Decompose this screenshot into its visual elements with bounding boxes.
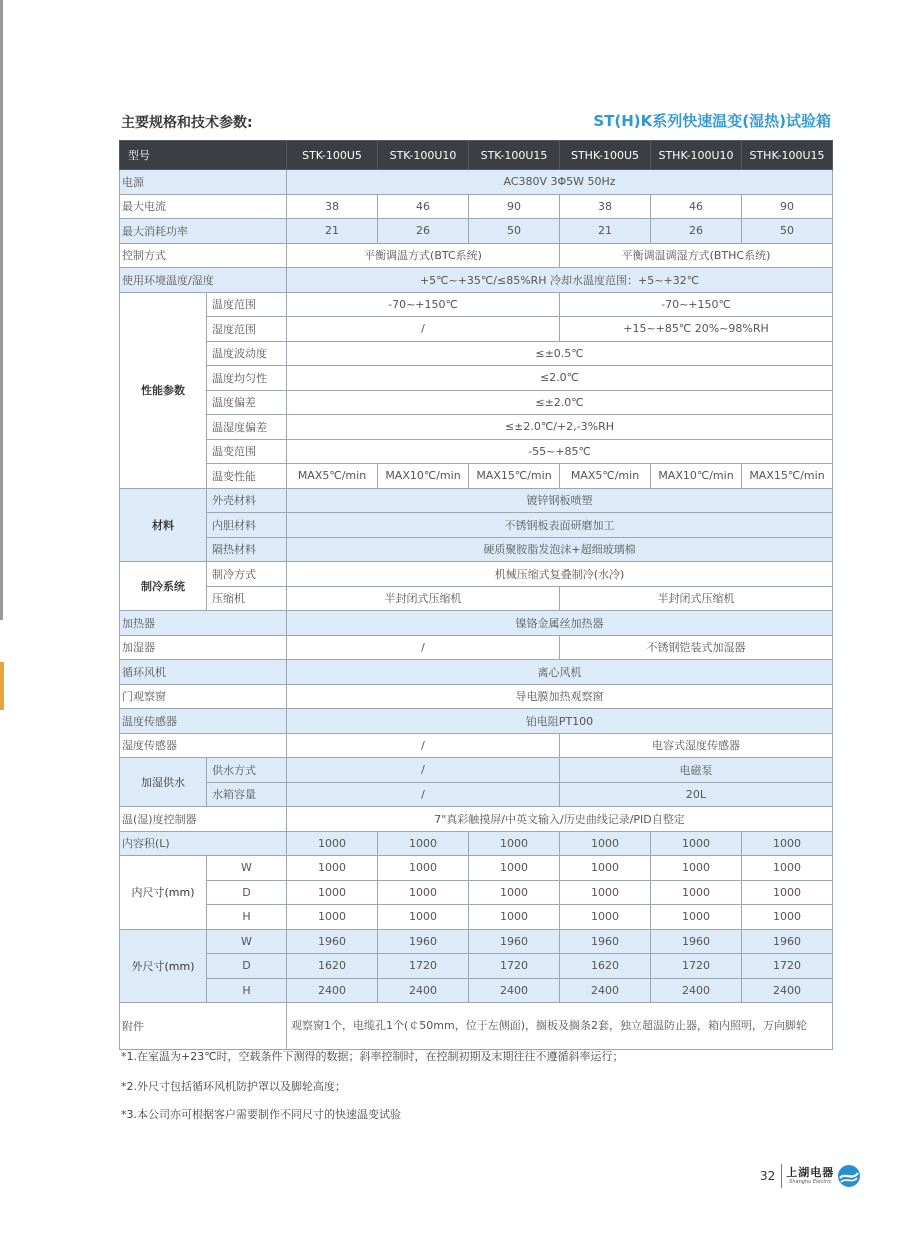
sub-label: 温度波动度: [207, 341, 287, 366]
footnote: *3.本公司亦可根据客户需要制作不同尺寸的快速温变试验: [121, 1108, 401, 1121]
table-row: [120, 415, 833, 440]
sub-label: 隔热材料: [207, 537, 287, 562]
table-row: [120, 905, 833, 930]
sub-label: W: [207, 929, 287, 954]
row-label: 湿度传感器: [120, 733, 287, 758]
cell: 50: [469, 219, 560, 244]
cell: 平衡调温调湿方式(BTHC系统): [560, 243, 833, 268]
header-col: STK-100U15: [469, 141, 560, 170]
cell: 46: [651, 194, 742, 219]
cell: 1000: [287, 905, 378, 930]
row-label: 循环风机: [120, 660, 287, 685]
sub-label: H: [207, 905, 287, 930]
table-row: [120, 782, 833, 807]
header-col: STHK-100U10: [651, 141, 742, 170]
left-edge-line: [0, 0, 3, 620]
cell: 21: [287, 219, 378, 244]
cell: 20L: [560, 782, 833, 807]
group-label: 加湿供水: [120, 758, 207, 807]
cell: 1000: [378, 905, 469, 930]
footer-divider: [781, 1164, 782, 1188]
sub-label: H: [207, 978, 287, 1003]
row-label: 加热器: [120, 611, 287, 636]
cell: 2400: [287, 978, 378, 1003]
cell: ≤±2.0℃/+2,-3%RH: [287, 415, 833, 440]
cell: 1720: [378, 954, 469, 979]
table-row: [120, 856, 833, 881]
sub-label: 温度均匀性: [207, 366, 287, 391]
group-label: 内尺寸(mm): [120, 856, 207, 930]
row-label: 最大电流: [120, 194, 287, 219]
sub-label: 外壳材料: [207, 488, 287, 513]
cell: 1960: [742, 929, 833, 954]
cell: 21: [560, 219, 651, 244]
group-label: 性能参数: [120, 292, 207, 488]
sub-label: 供水方式: [207, 758, 287, 783]
cell: +5℃~+35℃/≤85%RH 冷却水温度范围：+5~+32℃: [287, 268, 833, 293]
sub-label: 内胆材料: [207, 513, 287, 538]
cell: AC380V 3Φ5W 50Hz: [287, 170, 833, 195]
cell: 离心风机: [287, 660, 833, 685]
cell: 1000: [378, 880, 469, 905]
sub-label: 温变范围: [207, 439, 287, 464]
table-row: [120, 733, 833, 758]
cell: 1000: [469, 856, 560, 881]
cell: 90: [742, 194, 833, 219]
cell: 铂电阻PT100: [287, 709, 833, 734]
header-col: STK-100U5: [287, 141, 378, 170]
table-row: [120, 880, 833, 905]
cell: 1000: [378, 856, 469, 881]
row-label: 最大消耗功率: [120, 219, 287, 244]
table-row: [120, 219, 833, 244]
row-label: 控制方式: [120, 243, 287, 268]
cell: 导电膜加热观察窗: [287, 684, 833, 709]
cell: MAX10℃/min: [651, 464, 742, 489]
row-label: 温度传感器: [120, 709, 287, 734]
cell: MAX5℃/min: [287, 464, 378, 489]
cell: 1000: [742, 856, 833, 881]
cell: 1000: [651, 856, 742, 881]
cell: 90: [469, 194, 560, 219]
table-row: [120, 464, 833, 489]
cell: 镍铬金属丝加热器: [287, 611, 833, 636]
spec-table: [119, 140, 833, 1050]
cell: +15~+85℃ 20%~98%RH: [560, 317, 833, 342]
cell: 半封闭式压缩机: [560, 586, 833, 611]
cell: 半封闭式压缩机: [287, 586, 560, 611]
cell: 2400: [651, 978, 742, 1003]
cell: 26: [378, 219, 469, 244]
sub-label: 制冷方式: [207, 562, 287, 587]
cell: /: [287, 635, 560, 660]
cell: 不锈钢板表面研磨加工: [287, 513, 833, 538]
cell: 1000: [560, 905, 651, 930]
row-label: 内容积(L): [120, 831, 287, 856]
sub-label: 温湿度偏差: [207, 415, 287, 440]
table-row: [120, 194, 833, 219]
cell: 1720: [469, 954, 560, 979]
table-row: [120, 929, 833, 954]
table-row: [120, 341, 833, 366]
cell: 50: [742, 219, 833, 244]
table-row: [120, 611, 833, 636]
cell: 38: [560, 194, 651, 219]
table-row: [120, 954, 833, 979]
cell: -70~+150℃: [560, 292, 833, 317]
cell: 1720: [742, 954, 833, 979]
cell: 1000: [651, 831, 742, 856]
cell: /: [287, 758, 560, 783]
table-row: [120, 439, 833, 464]
cell: 1000: [287, 856, 378, 881]
cell: 硬质聚胺脂发泡沫+超细玻璃棉: [287, 537, 833, 562]
table-row: [120, 807, 833, 832]
table-row: [120, 635, 833, 660]
row-label: 加湿器: [120, 635, 287, 660]
cell: /: [287, 782, 560, 807]
table-row: [120, 170, 833, 195]
brand-logo-icon: [837, 1164, 861, 1188]
table-row: [120, 513, 833, 538]
table-row: [120, 684, 833, 709]
cell: ≤±0.5℃: [287, 341, 833, 366]
table-row: [120, 537, 833, 562]
accessories-text: 观察窗1个，电缆孔1个(￠50mm，位于左侧面)，搁板及搁条2套，独立超温防止器，箱内照明，万向脚轮: [287, 1003, 833, 1050]
table-row: [120, 390, 833, 415]
group-label: 外尺寸(mm): [120, 929, 207, 1003]
sub-label: W: [207, 856, 287, 881]
cell: 不锈钢铠装式加湿器: [560, 635, 833, 660]
sub-label: 压缩机: [207, 586, 287, 611]
sub-label: 湿度范围: [207, 317, 287, 342]
header-model: 型号: [120, 141, 287, 170]
cell: 46: [378, 194, 469, 219]
cell: 26: [651, 219, 742, 244]
cell: 平衡调温方式(BTC系统): [287, 243, 560, 268]
table-row: [120, 292, 833, 317]
sub-label: D: [207, 880, 287, 905]
cell: 1000: [560, 856, 651, 881]
cell: 1000: [287, 831, 378, 856]
cell: MAX15℃/min: [742, 464, 833, 489]
table-row: [120, 1003, 833, 1050]
cell: -70~+150℃: [287, 292, 560, 317]
table-row: [120, 586, 833, 611]
cell: 7"真彩触摸屏/中英文输入/历史曲线记录/PID自整定: [287, 807, 833, 832]
cell: 1000: [469, 880, 560, 905]
cell: 1000: [742, 880, 833, 905]
table-row: [120, 268, 833, 293]
cell: 1000: [742, 831, 833, 856]
cell: ≤2.0℃: [287, 366, 833, 391]
cell: /: [287, 733, 560, 758]
cell: 1000: [651, 880, 742, 905]
table-row: [120, 831, 833, 856]
page-footer: [760, 1163, 861, 1189]
row-label: 电源: [120, 170, 287, 195]
product-series-title: ST(H)K系列快速温变(湿热)试验箱: [593, 112, 831, 130]
row-label: 使用环境温度/湿度: [120, 268, 287, 293]
header-col: STHK-100U5: [560, 141, 651, 170]
cell: 机械压缩式复叠制冷(水冷): [287, 562, 833, 587]
footnote: *1.在室温为+23℃时，空载条件下测得的数据；斜率控制时，在控制初期及末期往往不遵循斜率运行；: [121, 1050, 624, 1063]
sub-label: 水箱容量: [207, 782, 287, 807]
cell: 镀锌钢板喷塑: [287, 488, 833, 513]
sub-label: D: [207, 954, 287, 979]
cell: MAX10℃/min: [378, 464, 469, 489]
table-row: [120, 562, 833, 587]
row-label: 附件: [120, 1003, 287, 1050]
sub-label: 温变性能: [207, 464, 287, 489]
cell: 1000: [651, 905, 742, 930]
table-row: [120, 758, 833, 783]
group-label: 制冷系统: [120, 562, 207, 611]
cell: 1620: [560, 954, 651, 979]
cell: -55~+85℃: [287, 439, 833, 464]
brand-wordmark: [786, 1167, 834, 1185]
cell: 1960: [378, 929, 469, 954]
sub-label: 温度偏差: [207, 390, 287, 415]
row-label: 门观察窗: [120, 684, 287, 709]
cell: 1960: [287, 929, 378, 954]
cell: 38: [287, 194, 378, 219]
cell: MAX15℃/min: [469, 464, 560, 489]
sub-label: 温度范围: [207, 292, 287, 317]
row-label: 温(湿)度控制器: [120, 807, 287, 832]
cell: /: [287, 317, 560, 342]
left-edge-tab: [0, 662, 4, 710]
brand-name-en: Shanghu Electric: [789, 1179, 832, 1185]
cell: 1000: [469, 905, 560, 930]
table-row: [120, 660, 833, 685]
table-row: [120, 709, 833, 734]
cell: 电磁泵: [560, 758, 833, 783]
cell: 2400: [378, 978, 469, 1003]
footnote: *2.外尺寸包括循环风机防护罩以及脚轮高度；: [121, 1080, 346, 1093]
table-row: [120, 488, 833, 513]
table-header-row: [120, 141, 833, 170]
cell: 2400: [469, 978, 560, 1003]
brand-name: 上湖电器: [786, 1166, 835, 1179]
header-col: STHK-100U15: [742, 141, 833, 170]
cell: MAX5℃/min: [560, 464, 651, 489]
cell: 2400: [742, 978, 833, 1003]
cell: 1720: [651, 954, 742, 979]
page-number: 32: [760, 1169, 776, 1183]
cell: 1000: [560, 880, 651, 905]
header-col: STK-100U10: [378, 141, 469, 170]
table-row: [120, 366, 833, 391]
table-row: [120, 243, 833, 268]
cell: 1000: [742, 905, 833, 930]
cell: 1000: [287, 880, 378, 905]
cell: ≤±2.0℃: [287, 390, 833, 415]
cell: 2400: [560, 978, 651, 1003]
group-label: 材料: [120, 488, 207, 562]
cell: 1000: [560, 831, 651, 856]
cell: 电容式湿度传感器: [560, 733, 833, 758]
table-row: [120, 978, 833, 1003]
table-row: [120, 317, 833, 342]
section-title: 主要规格和技术参数:: [121, 115, 253, 131]
cell: 1000: [378, 831, 469, 856]
cell: 1620: [287, 954, 378, 979]
cell: 1960: [560, 929, 651, 954]
cell: 1960: [469, 929, 560, 954]
cell: 1000: [469, 831, 560, 856]
cell: 1960: [651, 929, 742, 954]
